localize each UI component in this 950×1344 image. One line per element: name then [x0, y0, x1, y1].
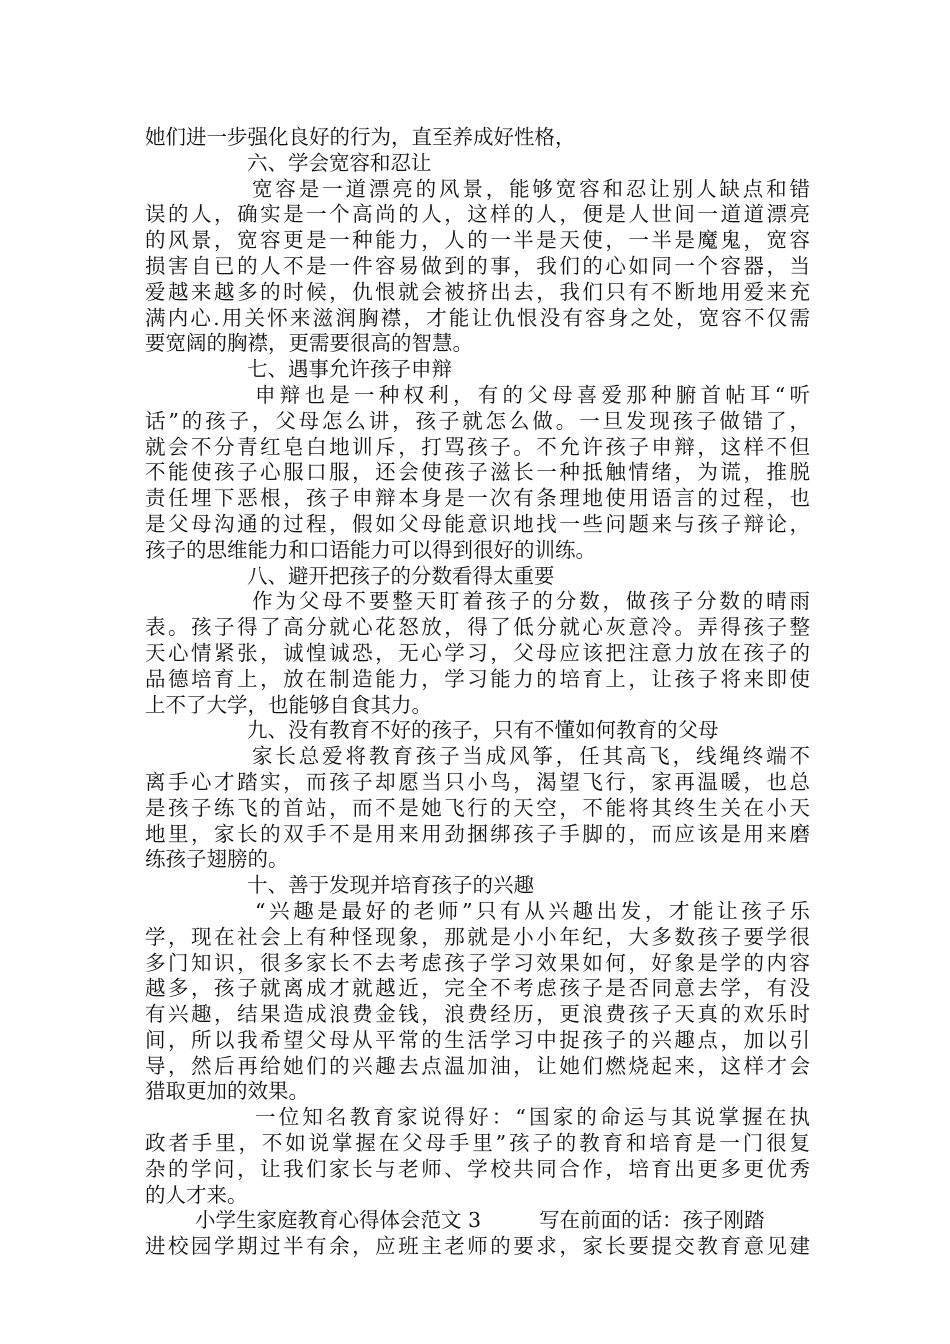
paragraph-line: 误的人，确实是一个高尚的人，这样的人，便是人世间一道道漂亮	[145, 202, 810, 227]
paragraph-line: 的风景，宽容更是一种能力，人的一半是天使，一半是魔鬼，宽容	[145, 228, 810, 253]
paragraph-line: 天心情紧张，诚惶诚恐，无心学习，父母应该把注意力放在孩子的	[145, 640, 810, 665]
paragraph-line: 作为父母不要整天盯着孩子的分数，做孩子分数的晴雨	[252, 589, 810, 614]
article-title-line	[145, 1208, 810, 1234]
paragraph-line: 学，现在社会上有种怪现象，那就是小小年纪，大多数孩子要学很	[145, 924, 810, 949]
section-heading-7: 七、遇事允许孩子申辩	[247, 357, 452, 382]
paragraph-line: 宽容是一道漂亮的风景，能够宽容和忍让别人缺点和错	[252, 176, 810, 201]
paragraph-line: 是孩子练飞的首站，而不是她飞行的天空，不能将其终生关在小天	[145, 795, 810, 820]
paragraph-line: 爱越来越多的时候，仇恨就会被挤出去，我们只有不断地用爱来充	[145, 279, 810, 304]
paragraph-line: 杂的学问，让我们家长与老师、学校共同合作，培育出更多更优秀	[145, 1156, 810, 1181]
document-page	[145, 125, 810, 1260]
paragraph-line: 进校园学期过半有余，应班主老师的要求，家长要提交教育意见建	[145, 1234, 810, 1259]
section-heading-6: 六、学会宽容和忍让	[247, 150, 432, 175]
paragraph-line: 家长总爱将教育孩子当成风筝，任其高飞，线绳终端不	[252, 744, 810, 769]
paragraph-line: 越多，孩子就离成才就越近，完全不考虑孩子是否同意去学，有没	[145, 976, 810, 1001]
paragraph-line: 责任埋下恶根，孩子申辩本身是一次有条理地使用语言的过程，也	[145, 486, 810, 511]
paragraph-line: 申辩也是一种权利，有的父母喜爱那种腑首帖耳“听	[255, 382, 810, 407]
paragraph-line: 要宽阔的胸襟，更需要很高的智慧。	[145, 331, 473, 356]
paragraph-line: 导，然后再给她们的兴趣去点温加油，让她们燃烧起来，这样才会	[145, 1053, 810, 1078]
paragraph-line: 的人才来。	[145, 1182, 248, 1207]
paragraph-line: 品德培育上，放在制造能力，学习能力的培育上，让孩子将来即使	[145, 666, 810, 691]
section-heading-9: 九、没有教育不好的孩子，只有不懂如何教育的父母	[247, 718, 719, 743]
paragraph-line: 不能使孩子心服口服，还会使孩子滋长一种抵触情绪，为谎，推脱	[145, 460, 810, 485]
paragraph-line: 孩子的思维能力和口语能力可以得到很好的训练。	[145, 537, 596, 562]
paragraph-line: 一位知名教育家说得好：“国家的命运与其说掌握在执	[255, 1105, 810, 1130]
paragraph-line: 猎取更加的效果。	[145, 1079, 309, 1104]
article-title: 小学生家庭教育心得体会范文 3	[195, 1208, 482, 1233]
paragraph-line: 损害自已的人不是一件容易做到的事，我们的心如同一个容器，当	[145, 253, 810, 278]
paragraph-line: 是父母沟通的过程，假如父母能意识地找一些问题来与孩子辩论，	[145, 511, 810, 536]
paragraph-line: 练孩子翅膀的。	[145, 847, 289, 872]
paragraph-line: 间，所以我希望父母从平常的生活学习中捉孩子的兴趣点，加以引	[145, 1027, 810, 1052]
paragraph-line: “兴趣是最好的老师”只有从兴趣出发，才能让孩子乐	[255, 898, 810, 923]
section-heading-10: 十、善于发现并培育孩子的兴趣	[247, 873, 534, 898]
paragraph-line: 她们进一步强化良好的行为，直至养成好性格，	[145, 125, 576, 149]
paragraph-line: 多门知识，很多家长不去考虑孩子学习效果如何，好象是学的内容	[145, 950, 810, 975]
paragraph-line: 话”的孩子，父母怎么讲，孩子就怎么做。一旦发现孩子做错了，	[145, 408, 810, 433]
paragraph-line: 地里，家长的双手不是用来用劲捆绑孩子手脚的，而应该是用来磨	[145, 821, 810, 846]
paragraph-line: 上不了大学，也能够自食其力。	[145, 692, 432, 717]
paragraph-line: 离手心才踏实，而孩子却愿当只小鸟，渴望飞行，家再温暖，也总	[145, 769, 810, 794]
paragraph-line: 政者手里，不如说掌握在父母手里”孩子的教育和培育是一门很复	[145, 1131, 810, 1156]
paragraph-line: 就会不分青红皂白地训斥，打骂孩子。不允许孩子申辩，这样不但	[145, 434, 810, 459]
paragraph-line: 满内心.用关怀来滋润胸襟，才能让仇恨没有容身之处，宽容不仅需	[145, 305, 810, 330]
article-intro: 写在前面的话：孩子刚踏	[539, 1208, 765, 1233]
paragraph-line: 有兴趣，结果造成浪费金钱，浪费经历，更浪费孩子天真的欢乐时	[145, 1002, 810, 1027]
paragraph-line: 表。孩子得了高分就心花怒放，得了低分就心灰意冷。弄得孩子整	[145, 615, 810, 640]
section-heading-8: 八、避开把孩子的分数看得太重要	[247, 563, 555, 588]
